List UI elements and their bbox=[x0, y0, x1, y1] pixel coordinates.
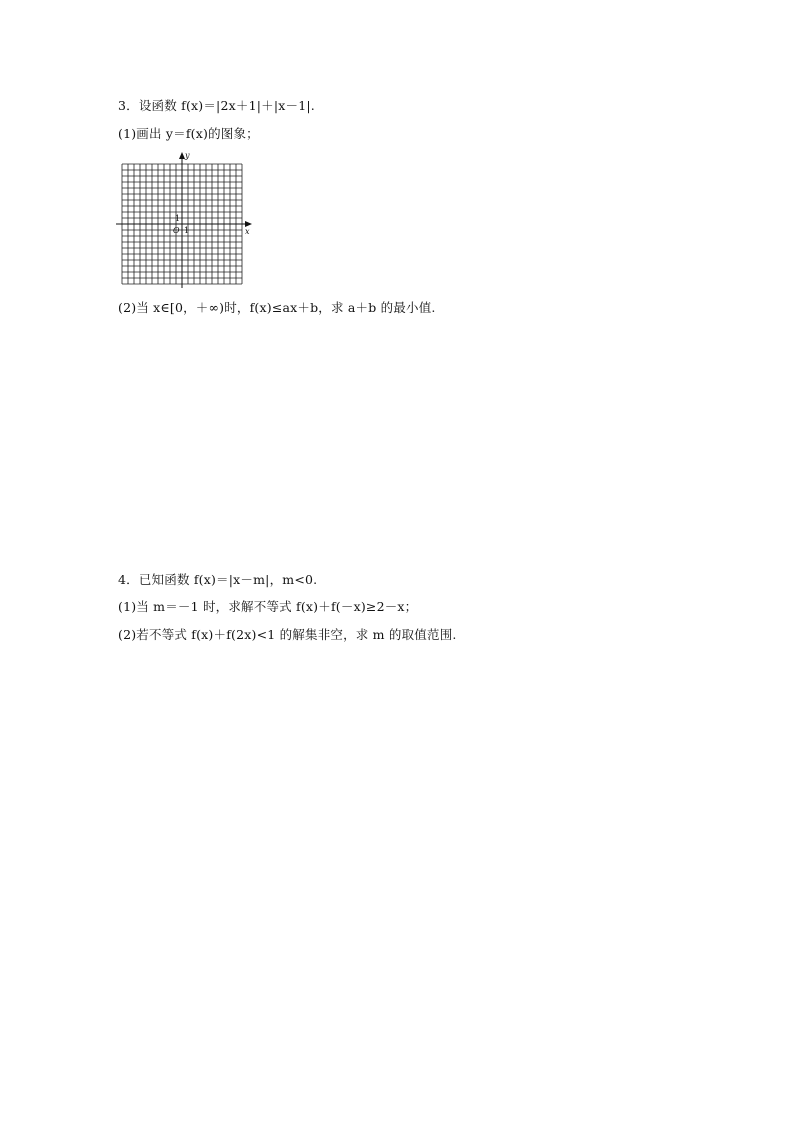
question-3-title: 3．设函数 f(x)＝|2x＋1|＋|x－1|. bbox=[118, 98, 315, 113]
question-4-part-1: (1)当 m＝－1 时，求解不等式 f(x)＋f(－x)≥2－x； bbox=[118, 599, 418, 614]
question-4-title: 4．已知函数 f(x)＝|x－m|，m<0. bbox=[118, 572, 318, 587]
question-3-part-2: (2)当 x∈[0，＋∞)时，f(x)≤ax＋b，求 a＋b 的最小值. bbox=[118, 300, 436, 315]
y-axis-label: y bbox=[185, 151, 190, 160]
x-unit-label: 1 bbox=[184, 226, 190, 235]
axes bbox=[116, 152, 252, 288]
question-3-part-1: (1)画出 y＝f(x)的图象； bbox=[118, 126, 259, 141]
origin-label: O bbox=[173, 226, 180, 235]
x-axis-label: x bbox=[245, 227, 250, 236]
coordinate-grid-figure bbox=[116, 148, 260, 288]
question-4-part-2: (2)若不等式 f(x)＋f(2x)<1 的解集非空，求 m 的取值范围. bbox=[118, 627, 457, 642]
y-unit-label: 1 bbox=[175, 214, 181, 223]
